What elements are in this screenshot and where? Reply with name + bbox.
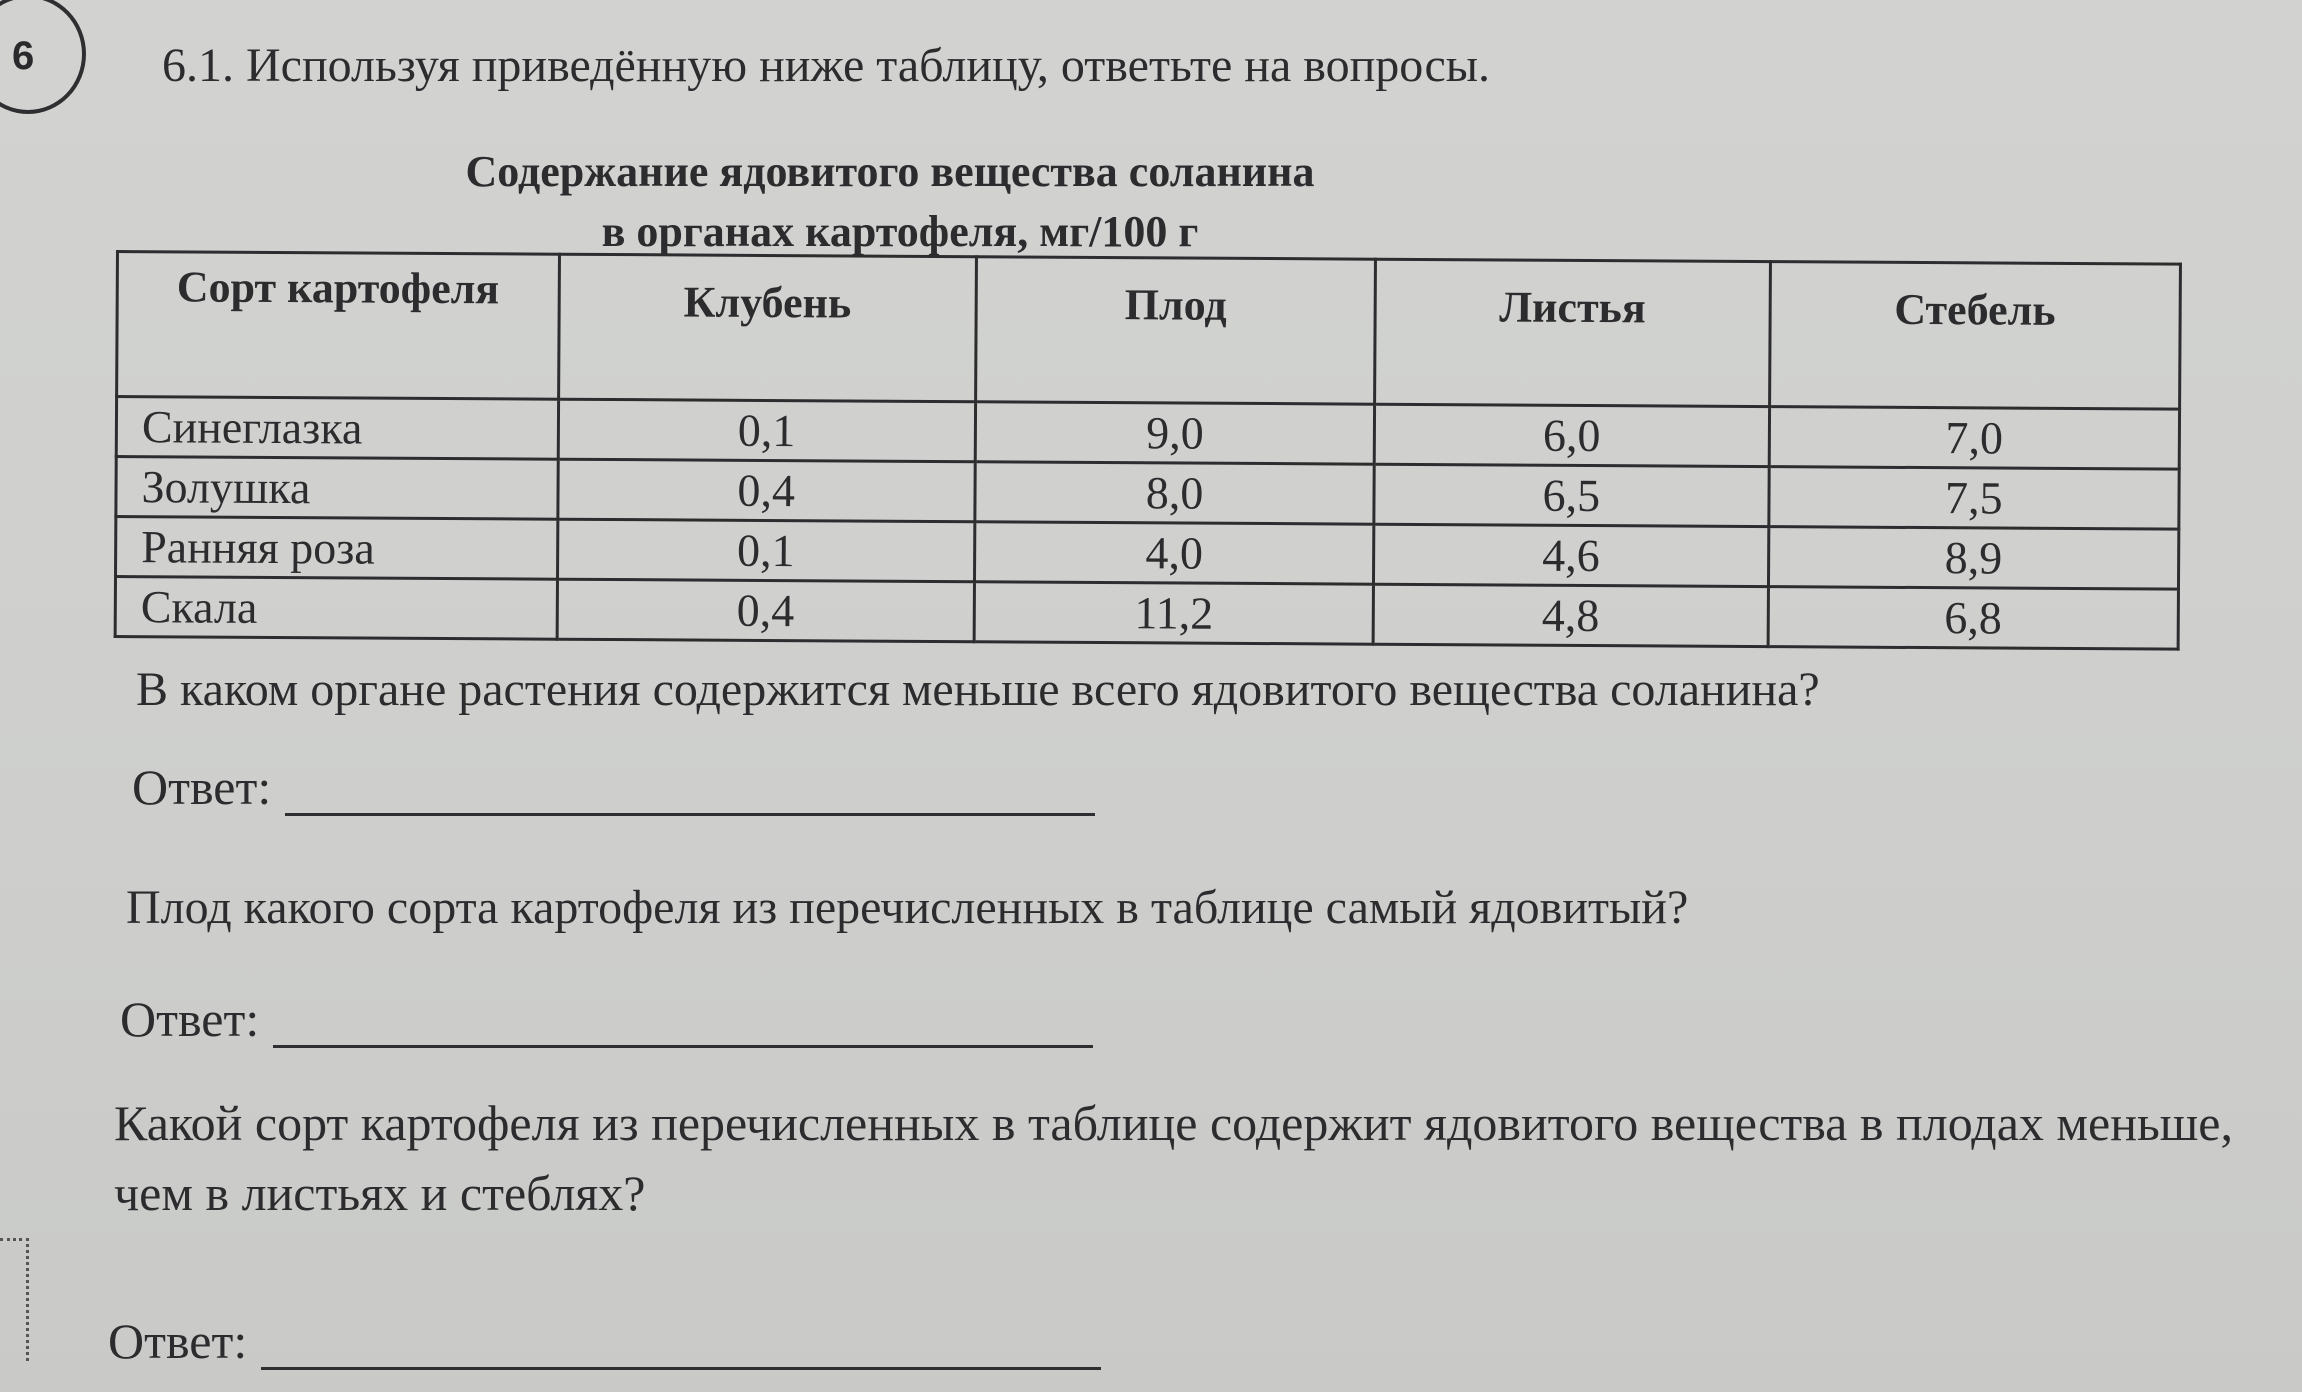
- cell-tuber: 0,4: [557, 459, 975, 522]
- answer-3-blank[interactable]: [261, 1319, 1101, 1370]
- header-variety: Сорт картофеля: [117, 252, 559, 400]
- table-header-row: [117, 252, 2181, 410]
- answer-label: Ответ:: [120, 991, 260, 1047]
- solanine-table: [114, 250, 2182, 651]
- table-row: [115, 577, 2178, 650]
- cell-stem: 7,5: [1768, 467, 2179, 530]
- cell-tuber: 0,4: [557, 579, 975, 642]
- cell-fruit: 11,2: [974, 582, 1374, 644]
- cell-fruit: 4,0: [974, 522, 1374, 584]
- cell-variety: Золушка: [116, 457, 558, 520]
- cell-fruit: 9,0: [975, 402, 1375, 464]
- cell-variety: Синеглазка: [116, 397, 558, 460]
- cell-stem: 6,8: [1768, 587, 2179, 650]
- cell-variety: Ранняя роза: [116, 517, 558, 580]
- cell-leaves: 4,6: [1374, 524, 1769, 586]
- header-leaves: Листья: [1375, 259, 1770, 406]
- answer-label: Ответ:: [132, 759, 272, 815]
- table-title-line1: Содержание ядовитого вещества соланина: [465, 147, 1315, 196]
- question-2: Плод какого сорта картофеля из перечисленных в таблице самый ядовитый?: [126, 881, 1689, 934]
- cell-fruit: 8,0: [975, 462, 1375, 524]
- answer-2-blank[interactable]: [273, 995, 1093, 1048]
- header-stem: Стебель: [1769, 262, 2180, 410]
- task-number: 6: [12, 34, 35, 78]
- table-title-line2: в органах картофеля, мг/100 г: [601, 207, 1199, 256]
- cell-leaves: 6,0: [1374, 404, 1769, 466]
- cell-stem: 8,9: [1768, 527, 2179, 590]
- question-3: Какой сорт картофеля из перечисленных в таблице содержит ядовитого вещества в плодах меньше, чем в листьях и стеблях?: [114, 1095, 2233, 1221]
- header-tuber: Клубень: [558, 254, 976, 402]
- answer-label: Ответ:: [108, 1313, 248, 1369]
- answer-2: [120, 990, 1093, 1048]
- cell-leaves: 4,8: [1373, 584, 1768, 646]
- cell-variety: Скала: [115, 577, 557, 640]
- cell-tuber: 0,1: [557, 519, 975, 582]
- answer-3: [108, 1312, 1101, 1370]
- instruction-text: 6.1. Используя приведённую ниже таблицу, ответьте на вопросы.: [162, 39, 1491, 92]
- header-fruit: Плод: [975, 257, 1375, 404]
- answer-1: [132, 758, 1095, 816]
- cell-tuber: 0,1: [558, 399, 976, 462]
- cut-line-mark: [0, 1238, 29, 1361]
- cell-stem: 7,0: [1769, 407, 2180, 470]
- cell-leaves: 6,5: [1374, 464, 1769, 526]
- question-1: В каком органе растения содержится меньше всего ядовитого вещества соланина?: [136, 663, 1820, 716]
- answer-1-blank[interactable]: [285, 765, 1095, 816]
